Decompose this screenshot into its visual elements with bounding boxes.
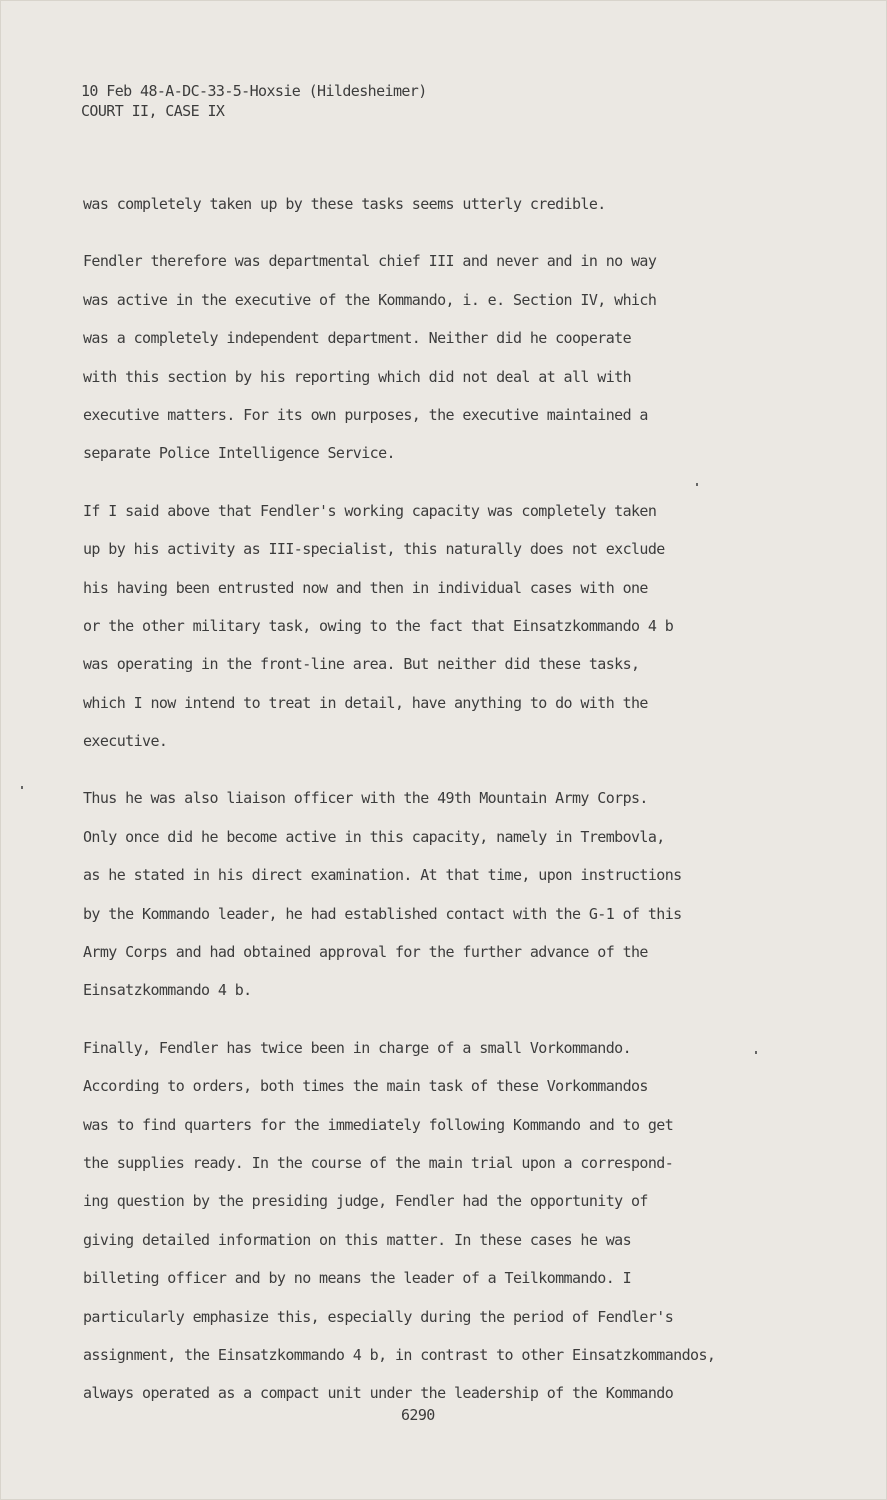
text-line: his having been entrusted now and then in individual cases with one <box>83 578 648 597</box>
text-line: up by his activity as III-specialist, this naturally does not exclude <box>83 540 665 559</box>
page-number: 6290 <box>401 1406 435 1424</box>
text-line: separate Police Intelligence Service. <box>83 444 395 463</box>
text-line: If I said above that Fendler's working capacity was completely taken <box>83 501 657 520</box>
header-reference-line: 10 Feb 48-A-DC-33-5-Hoxsie (Hildesheimer) <box>81 82 427 100</box>
text-line: or the other military task, owing to the fact that Einsatzkommando 4 b <box>83 616 674 635</box>
text-line: Einsatzkommando 4 b. <box>83 981 252 1000</box>
text-line: Fendler therefore was departmental chief III and never and in no way <box>83 252 657 271</box>
text-line: executive matters. For its own purposes, the executive maintained a <box>83 405 648 424</box>
text-line: was active in the executive of the Kommando, i. e. Section IV, which <box>83 290 657 309</box>
text-line: ing question by the presiding judge, Fendler had the opportunity of <box>83 1192 648 1211</box>
header-court-line: COURT II, CASE IX <box>81 102 225 120</box>
text-line: was operating in the front-line area. But neither did these tasks, <box>83 655 640 674</box>
text-line: Finally, Fendler has twice been in charge of a small Vorkommando. <box>83 1038 632 1057</box>
text-line: executive. <box>83 732 168 751</box>
paragraph-gap <box>83 229 803 248</box>
text-line: by the Kommando leader, he had established contact with the G-1 of this <box>83 904 682 923</box>
scan-mark <box>696 483 698 486</box>
scan-mark <box>755 1051 757 1054</box>
text-line: which I now intend to treat in detail, have anything to do with the <box>83 693 648 712</box>
text-line: always operated as a compact unit under the leadership of the Kommando <box>83 1384 674 1403</box>
text-line: billeting officer and by no means the leader of a Teilkommando. I <box>83 1269 632 1288</box>
text-line: giving detailed information on this matter. In these cases he was <box>83 1230 632 1249</box>
text-line: Thus he was also liaison officer with the 49th Mountain Army Corps. <box>83 789 648 808</box>
paragraph <box>83 248 803 478</box>
text-line: was completely taken up by these tasks seems utterly credible. <box>83 195 606 213</box>
text-line: was to find quarters for the immediately following Kommando and to get <box>83 1115 674 1134</box>
text-line: with this section by his reporting which did not deal at all with <box>83 367 632 386</box>
paragraph <box>83 785 803 1015</box>
text-line: as he stated in his direct examination. At that time, upon instructions <box>83 866 682 885</box>
paragraph-gap <box>83 766 803 785</box>
text-line: According to orders, both times the main task of these Vorkommandos <box>83 1077 648 1096</box>
text-line: assignment, the Einsatzkommando 4 b, in contrast to other Einsatzkommandos, <box>83 1345 716 1364</box>
paragraph <box>83 498 803 767</box>
paragraph-gap <box>83 1016 803 1035</box>
scan-mark <box>21 786 23 789</box>
document-header <box>81 81 427 121</box>
paragraph <box>83 191 803 229</box>
text-line: particularly emphasize this, especially during the period of Fendler's <box>83 1307 674 1326</box>
text-line: the supplies ready. In the course of the main trial upon a correspond- <box>83 1153 674 1172</box>
paragraph-gap <box>83 479 803 498</box>
document-body <box>83 191 803 1419</box>
paragraph <box>83 1035 803 1419</box>
text-line: was a completely independent department. Neither did he cooperate <box>83 329 632 348</box>
text-line: Army Corps and had obtained approval for the further advance of the <box>83 943 648 962</box>
text-line: Only once did he become active in this capacity, namely in Trembovla, <box>83 827 665 846</box>
